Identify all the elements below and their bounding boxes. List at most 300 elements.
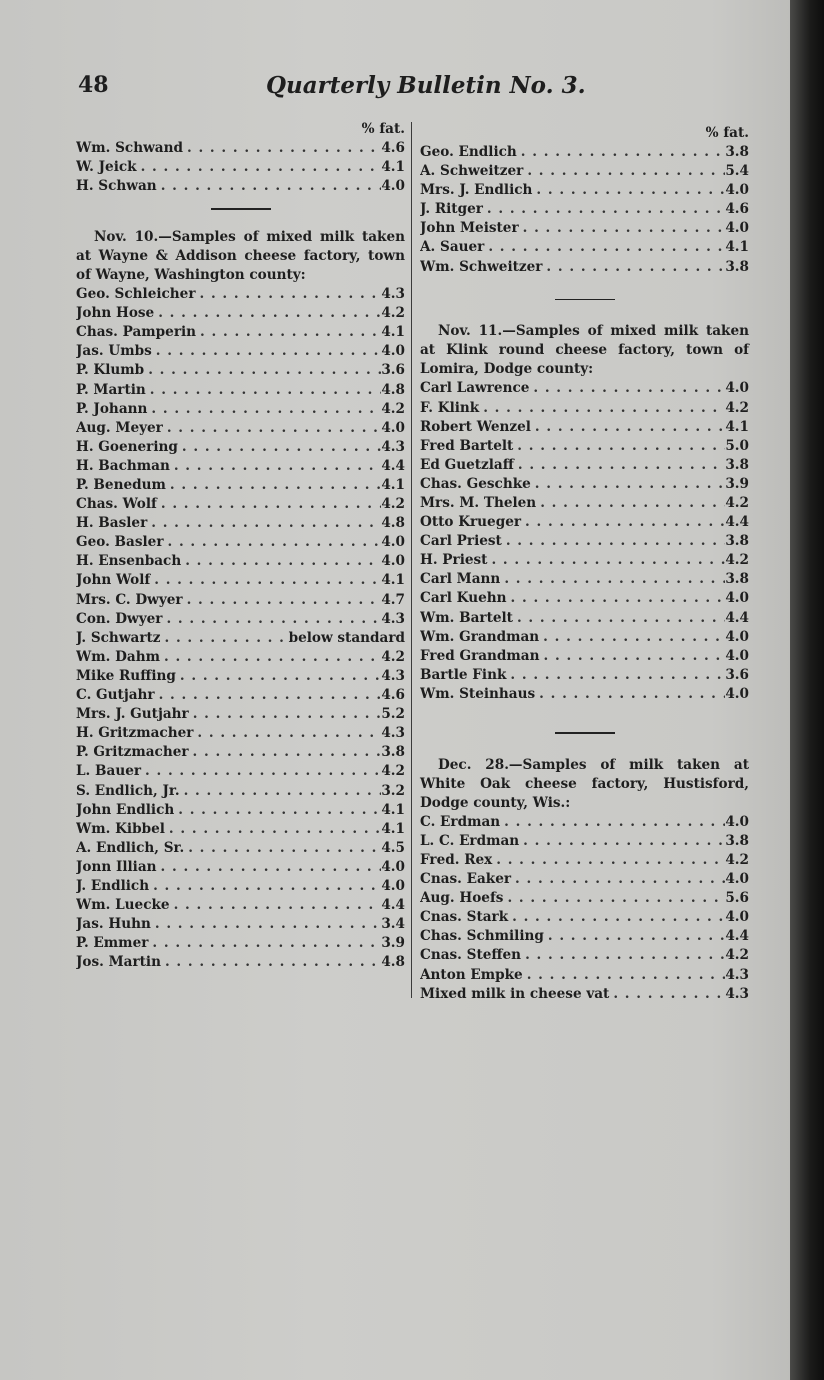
- table-row: [76, 457, 405, 476]
- leader-dots: [519, 832, 725, 851]
- row-name: Wm. Dahm: [76, 648, 160, 665]
- leader-dots: [141, 762, 381, 781]
- leader-dots: [513, 437, 725, 456]
- leader-dots: [147, 514, 381, 533]
- row-fat-value: 4.2: [725, 852, 749, 868]
- table-row: [76, 533, 405, 552]
- leader-dots: [150, 571, 381, 590]
- table-row: [76, 476, 405, 495]
- left-list-nov-10: [76, 285, 405, 972]
- leader-dots: [539, 628, 725, 647]
- table-row: [420, 927, 749, 946]
- leader-dots: [163, 419, 382, 438]
- left-column: [76, 120, 405, 972]
- row-fat-value: 4.3: [381, 438, 405, 455]
- table-row: [76, 342, 405, 361]
- row-name: Wm. Luecke: [76, 897, 170, 914]
- leader-dots: [507, 589, 726, 608]
- table-row: [420, 418, 749, 437]
- table-row: [420, 628, 749, 647]
- leader-dots: [506, 666, 725, 685]
- table-row: [420, 437, 749, 456]
- row-name: Carl Kuehn: [420, 590, 507, 607]
- row-name: Bartle Fink: [420, 666, 507, 683]
- table-row: [76, 724, 405, 743]
- row-name: H. Basler: [76, 515, 148, 532]
- leader-dots: [523, 162, 725, 181]
- table-row: [76, 610, 405, 629]
- row-name: Mrs. J. Gutjahr: [76, 706, 189, 723]
- leader-dots: [144, 361, 381, 380]
- row-fat-value: 4.2: [725, 552, 749, 569]
- row-fat-value: 4.0: [725, 220, 749, 237]
- row-name: H. Priest: [420, 552, 488, 569]
- leader-dots: [146, 381, 382, 400]
- leader-dots: [162, 610, 381, 629]
- leader-dots: [535, 685, 725, 704]
- row-fat-value: 4.5: [381, 839, 405, 856]
- row-fat-value: 4.2: [381, 305, 405, 322]
- row-name: L. C. Erdman: [420, 832, 520, 849]
- table-row: [76, 304, 405, 323]
- row-name: C. Gutjahr: [76, 687, 155, 704]
- leader-dots: [152, 342, 382, 361]
- leader-dots: [183, 139, 381, 158]
- row-fat-value: 4.8: [381, 381, 405, 398]
- row-name: H. Ensenbach: [76, 553, 182, 570]
- row-fat-value: 3.9: [381, 935, 405, 952]
- leader-dots: [161, 953, 381, 972]
- table-row: [420, 946, 749, 965]
- row-fat-value: 3.6: [725, 666, 749, 683]
- leader-dots: [483, 200, 725, 219]
- leader-dots: [514, 456, 725, 475]
- leader-dots: [189, 743, 382, 762]
- row-fat-value: 4.3: [381, 667, 405, 684]
- table-row: [76, 361, 405, 380]
- fat-column-header: % fat.: [361, 121, 405, 137]
- table-row: [76, 762, 405, 781]
- table-row: [76, 915, 405, 934]
- table-row: [76, 877, 405, 896]
- row-fat-value: 4.1: [381, 159, 405, 176]
- row-name: Ed Guetzlaff: [420, 456, 514, 473]
- row-name: Carl Priest: [420, 533, 502, 550]
- table-row: [420, 570, 749, 589]
- row-name: F. Klink: [420, 399, 480, 416]
- row-fat-value: 3.8: [381, 744, 405, 761]
- leader-dots: [487, 551, 725, 570]
- section-heading-nov-11: Nov. 11.—Samples of mixed milk taken at Klink round cheese factory, town of Lomira, Dodge county:: [420, 323, 749, 378]
- row-name: Con. Dwyer: [76, 610, 163, 627]
- row-fat-value: 4.0: [381, 343, 405, 360]
- leader-dots: [513, 609, 725, 628]
- row-name: Chas. Wolf: [76, 496, 157, 513]
- right-column: [420, 124, 749, 1004]
- row-name: Fred Grandman: [420, 647, 540, 664]
- row-fat-value: 4.1: [381, 572, 405, 589]
- table-row: [420, 475, 749, 494]
- row-fat-value: 4.2: [381, 496, 405, 513]
- row-fat-value: 4.1: [381, 477, 405, 493]
- row-name: Wm. Grandman: [420, 628, 540, 645]
- table-row: [76, 743, 405, 762]
- table-row: [76, 629, 405, 648]
- leader-dots: [532, 181, 725, 200]
- row-name: Cnas. Steffen: [420, 947, 522, 964]
- table-row: [420, 985, 749, 1004]
- row-fat-value: 4.6: [381, 687, 405, 704]
- row-name: A. Endlich, Sr.: [76, 839, 185, 856]
- row-name: Mrs. M. Thelen: [420, 495, 537, 511]
- table-row: [76, 953, 405, 972]
- row-fat-value: 4.3: [381, 286, 405, 303]
- table-row: [420, 219, 749, 238]
- page-title: Quarterly Bulletin No. 3.: [266, 72, 586, 99]
- leader-dots: [511, 870, 725, 889]
- leader-dots: [170, 896, 382, 915]
- row-fat-value: 4.0: [725, 909, 749, 926]
- table-row: [76, 782, 405, 801]
- row-fat-value: 3.8: [725, 571, 749, 588]
- row-name: A. Schweitzer: [420, 163, 524, 180]
- leader-dots: [196, 323, 381, 342]
- table-row: [76, 419, 405, 438]
- leader-dots: [523, 966, 726, 985]
- row-fat-value: 3.9: [725, 475, 749, 492]
- fat-column-header: % fat.: [705, 125, 749, 141]
- leader-dots: [531, 475, 726, 494]
- table-row: [420, 379, 749, 398]
- row-fat-value: 3.8: [725, 258, 749, 275]
- leader-dots: [170, 457, 382, 476]
- row-fat-value: 4.0: [725, 813, 749, 830]
- left-top-list: [76, 139, 405, 196]
- table-row: [420, 143, 749, 162]
- row-name: Mrs. J. Endlich: [420, 182, 533, 199]
- leader-dots: [149, 877, 381, 896]
- row-name: Mrs. C. Dwyer: [76, 591, 183, 608]
- table-row: [76, 438, 405, 457]
- table-row: [420, 551, 749, 570]
- row-name: Aug. Hoefs: [420, 890, 504, 907]
- row-name: Cnas. Eaker: [420, 871, 512, 888]
- row-name: Anton Empke: [420, 966, 523, 983]
- section-rule: [555, 299, 615, 301]
- leader-dots: [157, 858, 382, 877]
- table-row: [420, 966, 749, 985]
- row-name: P. Klumb: [76, 362, 145, 379]
- row-fat-value: 5.6: [725, 890, 749, 907]
- leader-dots: [519, 219, 726, 238]
- row-name: Jos. Martin: [76, 954, 161, 971]
- leader-dots: [542, 258, 725, 277]
- section-heading-dec-28: Dec. 28.—Samples of milk taken at White Oak cheese factory, Hustisford, Dodge county, Wis.:: [420, 756, 749, 811]
- row-fat-value: 5.2: [381, 706, 405, 723]
- row-name: C. Erdman: [420, 813, 501, 830]
- row-fat-value: 4.3: [725, 985, 749, 1002]
- row-name: Jonn Illian: [76, 858, 157, 875]
- leader-dots: [166, 476, 381, 495]
- row-name: J. Endlich: [76, 877, 150, 894]
- table-row: [76, 139, 405, 158]
- row-fat-value: 4.6: [725, 201, 749, 218]
- leader-dots: [155, 686, 382, 705]
- row-fat-value: 4.0: [725, 628, 749, 645]
- leader-dots: [500, 813, 725, 832]
- row-name: H. Bachman: [76, 457, 170, 474]
- table-row: [76, 381, 405, 400]
- row-name: Wm. Steinhaus: [420, 685, 536, 702]
- row-name: P. Gritzmacher: [76, 744, 189, 761]
- row-fat-value: 4.0: [725, 182, 749, 199]
- row-fat-value: 4.0: [725, 685, 749, 702]
- row-name: Jas. Umbs: [76, 343, 152, 360]
- row-name: Chas. Geschke: [420, 475, 531, 492]
- row-name: John Hose: [76, 305, 155, 322]
- table-row: [420, 513, 749, 532]
- row-fat-value: 4.1: [725, 239, 749, 256]
- table-row: [76, 285, 405, 304]
- row-name: Jas. Huhn: [76, 916, 151, 933]
- row-name: Robert Wenzel: [420, 418, 531, 435]
- row-name: Carl Mann: [420, 571, 501, 588]
- row-name: Wm. Schweitzer: [420, 258, 543, 275]
- row-fat-value: 4.2: [381, 400, 405, 417]
- row-fat-value: 4.7: [381, 591, 405, 608]
- row-fat-value: 4.0: [725, 590, 749, 607]
- row-fat-value: 4.4: [381, 897, 405, 914]
- leader-dots: [165, 820, 381, 839]
- table-row: [76, 648, 405, 667]
- right-list-nov-11: [420, 379, 749, 704]
- leader-dots: [536, 494, 725, 513]
- leader-dots: [531, 418, 725, 437]
- row-fat-value: 4.2: [725, 495, 749, 511]
- row-fat-value: 4.1: [725, 418, 749, 435]
- table-row: [420, 908, 749, 927]
- table-row: [420, 851, 749, 870]
- row-name: Carl Lawrence: [420, 380, 530, 397]
- table-row: [420, 647, 749, 666]
- row-fat-value: 4.4: [725, 609, 749, 626]
- page-number: 48: [78, 72, 109, 98]
- table-row: [420, 238, 749, 257]
- leader-dots: [157, 495, 381, 514]
- table-row: [420, 532, 749, 551]
- leader-dots: [148, 934, 381, 953]
- leader-dots: [178, 438, 381, 457]
- column-divider: [411, 122, 412, 998]
- table-row: [76, 934, 405, 953]
- table-row: [76, 400, 405, 419]
- row-name: H. Goenering: [76, 438, 178, 455]
- row-name: P. Johann: [76, 400, 148, 417]
- row-name: Wm. Bartelt: [420, 609, 513, 626]
- leader-dots: [508, 908, 725, 927]
- leader-dots: [181, 552, 381, 571]
- leader-dots: [529, 379, 725, 398]
- row-name: W. Jeick: [76, 159, 137, 176]
- row-fat-value: 3.4: [381, 916, 405, 933]
- table-row: [420, 832, 749, 851]
- row-fat-value: 4.0: [381, 553, 405, 570]
- leader-dots: [521, 946, 725, 965]
- row-fat-value: 4.8: [381, 954, 405, 971]
- row-name: A. Sauer: [420, 239, 485, 256]
- row-fat-value: 4.3: [381, 610, 405, 627]
- leader-dots: [176, 667, 381, 686]
- leader-dots: [500, 570, 725, 589]
- table-row: [420, 258, 749, 277]
- row-fat-value: 4.0: [381, 858, 405, 875]
- row-name: Wm. Schwand: [76, 140, 183, 156]
- section-rule: [211, 208, 271, 210]
- leader-dots: [154, 304, 381, 323]
- leader-dots: [180, 782, 382, 801]
- row-name: John Wolf: [76, 572, 151, 589]
- row-fat-value: 4.0: [725, 647, 749, 664]
- row-name: Geo. Endlich: [420, 144, 517, 160]
- row-fat-value: 4.4: [381, 457, 405, 474]
- leader-dots: [503, 889, 725, 908]
- table-row: [420, 685, 749, 704]
- leader-dots: [492, 851, 725, 870]
- table-row: [420, 666, 749, 685]
- table-row: [76, 591, 405, 610]
- row-fat-value: 3.8: [725, 533, 749, 550]
- leader-dots: [517, 143, 726, 162]
- leader-dots: [183, 591, 382, 610]
- row-name: S. Endlich, Jr.: [76, 782, 180, 799]
- row-fat-value: 4.3: [725, 966, 749, 983]
- table-row: [76, 896, 405, 915]
- table-row: [420, 870, 749, 889]
- row-fat-value: 4.3: [381, 725, 405, 742]
- row-name: H. Schwan: [76, 178, 157, 195]
- row-name: Otto Krueger: [420, 514, 522, 531]
- row-fat-value: 3.2: [381, 782, 405, 799]
- row-name: H. Gritzmacher: [76, 725, 194, 742]
- row-fat-value: 4.0: [725, 871, 749, 888]
- row-name: Chas. Pamperin: [76, 324, 197, 341]
- leader-dots: [609, 985, 725, 1004]
- row-name: Cnas. Stark: [420, 909, 509, 926]
- leader-dots: [484, 238, 725, 257]
- table-row: [420, 456, 749, 475]
- row-fat-value: 3.8: [725, 144, 749, 160]
- row-name: Fred. Rex: [420, 852, 493, 868]
- leader-dots: [479, 399, 725, 418]
- row-name: P. Benedum: [76, 477, 166, 493]
- row-fat-value: 3.6: [381, 362, 405, 379]
- row-fat-value: 4.1: [381, 820, 405, 837]
- table-row: [420, 813, 749, 832]
- leader-dots: [137, 158, 382, 177]
- table-row: [76, 667, 405, 686]
- row-name: Wm. Kibbel: [76, 820, 165, 837]
- table-row: [420, 181, 749, 200]
- row-fat-value: 4.2: [725, 399, 749, 416]
- row-fat-value: 4.0: [381, 534, 405, 551]
- table-row: [420, 200, 749, 219]
- row-fat-value: 4.2: [725, 947, 749, 964]
- row-fat-value: 4.6: [381, 140, 405, 156]
- table-row: [76, 552, 405, 571]
- page-edge-shadow: [790, 0, 824, 1380]
- leader-dots: [161, 629, 289, 648]
- row-fat-value: 4.8: [381, 515, 405, 532]
- row-name: Aug. Meyer: [76, 419, 163, 436]
- table-row: [76, 801, 405, 820]
- row-fat-value: below standard: [288, 629, 405, 646]
- row-name: J. Ritger: [420, 201, 483, 218]
- leader-dots: [521, 513, 725, 532]
- row-fat-value: 4.1: [381, 801, 405, 818]
- leader-dots: [502, 532, 726, 551]
- section-heading-nov-10: Nov. 10.—Samples of mixed milk taken at Wayne & Addison cheese factory, town of Wayne, Washington county:: [76, 228, 405, 283]
- row-fat-value: 4.2: [381, 648, 405, 665]
- row-name: Mixed milk in cheese vat: [420, 985, 610, 1002]
- right-top-list: [420, 143, 749, 277]
- leader-dots: [544, 927, 725, 946]
- table-row: [76, 158, 405, 177]
- row-fat-value: 4.4: [725, 928, 749, 945]
- row-fat-value: 3.8: [725, 832, 749, 849]
- row-fat-value: 4.0: [381, 877, 405, 894]
- row-name: Mike Ruffing: [76, 667, 176, 684]
- row-name: Chas. Schmiling: [420, 928, 544, 945]
- row-name: P. Martin: [76, 381, 146, 398]
- table-row: [420, 589, 749, 608]
- row-fat-value: 5.4: [725, 163, 749, 180]
- leader-dots: [160, 648, 381, 667]
- table-row: [420, 494, 749, 513]
- leader-dots: [151, 915, 381, 934]
- row-name: J. Schwartz: [76, 629, 161, 646]
- leader-dots: [184, 839, 381, 858]
- row-name: John Endlich: [76, 801, 175, 818]
- row-fat-value: 3.8: [725, 456, 749, 473]
- table-row: [76, 571, 405, 590]
- table-row: [420, 609, 749, 628]
- row-name: Geo. Schleicher: [76, 286, 196, 303]
- row-fat-value: 4.0: [381, 419, 405, 436]
- table-row: [76, 495, 405, 514]
- row-fat-value: 5.0: [725, 437, 749, 454]
- row-name: Geo. Basler: [76, 534, 164, 551]
- table-row: [420, 399, 749, 418]
- table-row: [76, 323, 405, 342]
- row-fat-value: 4.4: [725, 514, 749, 531]
- row-name: John Meister: [420, 220, 519, 237]
- table-row: [76, 177, 405, 196]
- row-name: Fred Bartelt: [420, 437, 514, 454]
- table-row: [420, 889, 749, 908]
- leader-dots: [189, 705, 382, 724]
- leader-dots: [147, 400, 381, 419]
- leader-dots: [193, 724, 381, 743]
- right-list-dec-28: [420, 813, 749, 1004]
- table-row: [76, 514, 405, 533]
- table-row: [76, 705, 405, 724]
- leader-dots: [157, 177, 382, 196]
- row-fat-value: 4.1: [381, 324, 405, 341]
- row-name: L. Bauer: [76, 763, 142, 780]
- row-name: P. Emmer: [76, 935, 149, 952]
- section-rule: [555, 732, 615, 734]
- leader-dots: [195, 285, 381, 304]
